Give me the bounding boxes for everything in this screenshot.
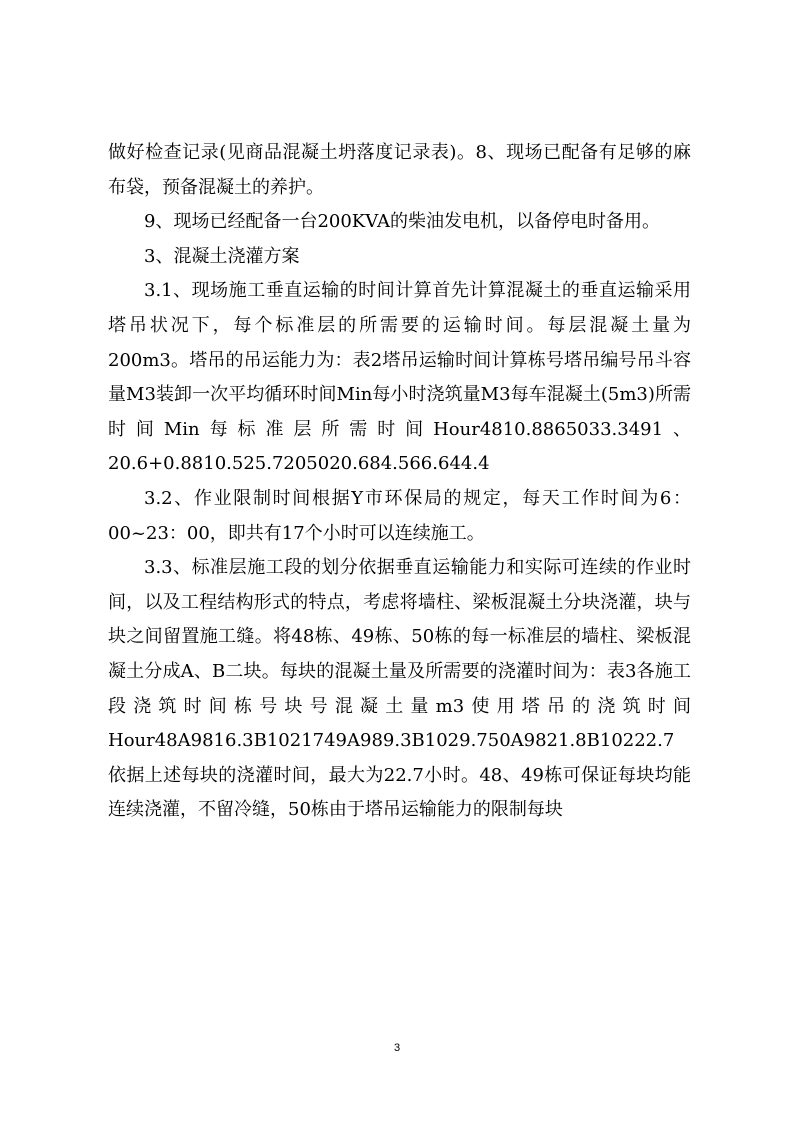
- paragraph-inspection-record: 做好检查记录(见商品混凝土坍落度记录表)。8、现场已配备有足够的麻布袋，预备混凝土的养护。: [108, 142, 691, 198]
- paragraph-construction-sections: 3.3、标准层施工段的划分依据垂直运输能力和实际可连续的作业时间，以及工程结构形式的特点，考虑将墙柱、梁板混凝土分块浇灌，块与块之间留置施工缝。将48栋、49栋、50栋的每一标准层的墙柱、梁板混凝土分成A、B二块。每块的混凝土量及所需要的浇灌时间为：表3各施工段浇筑时间栋号块号混凝土量m3使用塔吊的浇筑时间Hour48A9816.3B1021749A989.3B1029.750A9821.8B10222.7依据上述每块的浇灌时间，最大为22.7小时。48、49栋可保证每块均能连续浇灌，不留冷缝，50栋由于塔吊运输能力的限制每块: [108, 557, 691, 821]
- paragraph-time-limit: 3.2、作业限制时间根据Y市环保局的规定，每天工作时间为6：00~23：00，即共有17个小时可以连续施工。: [108, 487, 691, 544]
- paragraph-vertical-transport: 3.1、现场施工垂直运输的时间计算首先计算混凝土的垂直运输采用塔吊状况下，每个标准层的所需要的运输时间。每层混凝土量为200m3。塔吊的吊运能力为：表2塔吊运输时间计算栋号塔吊编号吊斗容量M3装卸一次平均循环时间Min每小时浇筑量M3每车混凝土(5m3)所需时间Min每标准层所需时间Hour4810.8865033.3491、20.6+0.8810.525.7205020.684.566.644.4: [108, 280, 691, 475]
- section-heading-pouring-plan: 3、混凝土浇灌方案: [144, 245, 300, 267]
- page-number: 3: [393, 1042, 401, 1054]
- paragraph-generator: 9、现场已经配备一台200KVA的柴油发电机，以备停电时备用。: [144, 211, 661, 233]
- document-body: [108, 136, 691, 828]
